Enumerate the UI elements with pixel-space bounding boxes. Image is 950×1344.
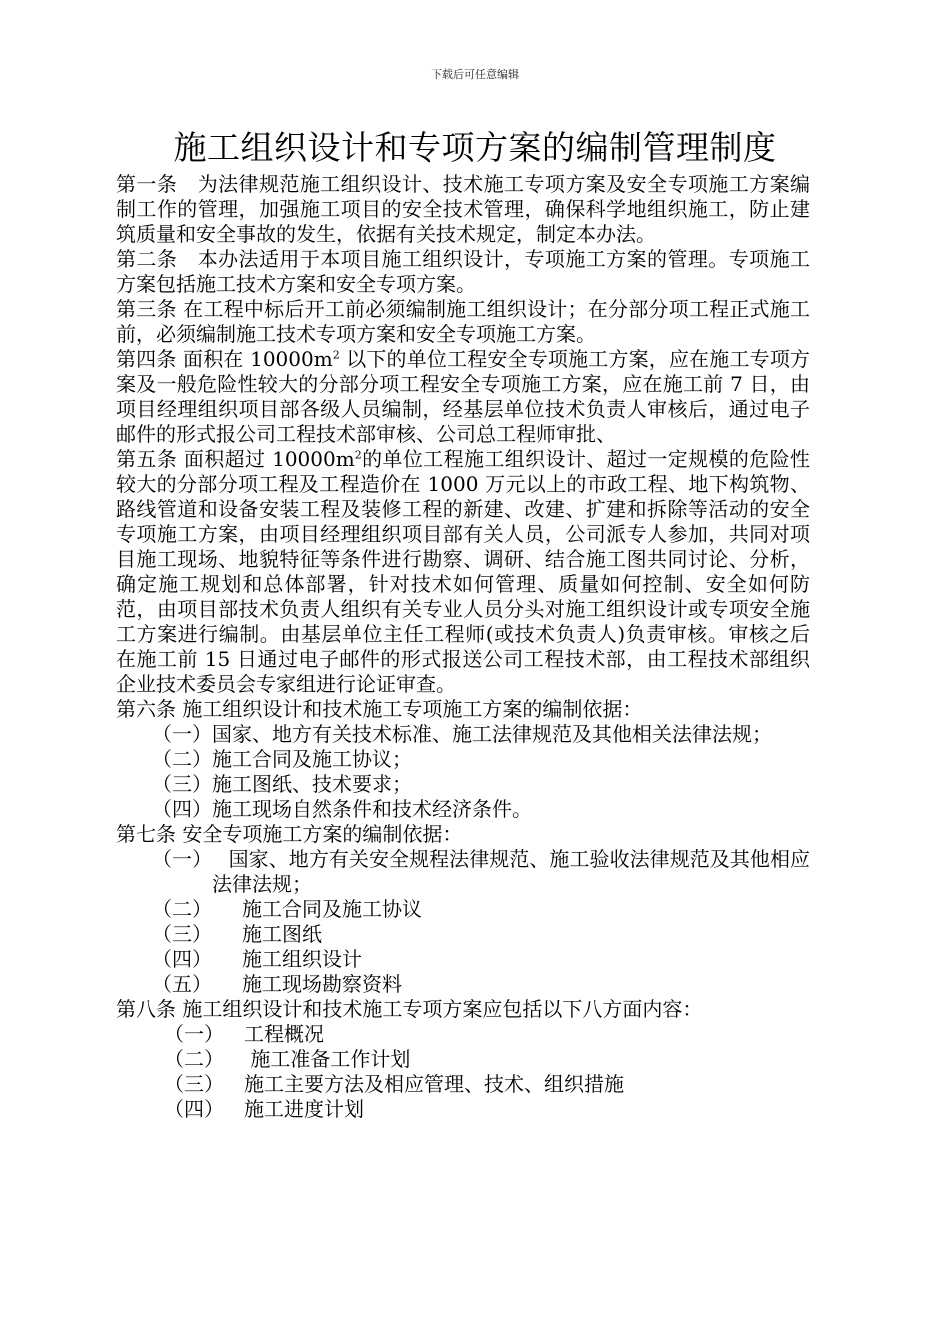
list-item xyxy=(116,1097,810,1122)
list-item xyxy=(116,922,810,947)
list-item-text: 工程概况 xyxy=(244,1022,324,1046)
superscript: 2 xyxy=(332,348,340,362)
article-2: 第二条 本办法适用于本项目施工组织设计，专项施工方案的管理。专项施工方案包括施工技术方案和安全专项方案。 xyxy=(116,247,810,296)
list-item: （三）施工图纸、技术要求； xyxy=(152,772,412,796)
list-item-number: （五） xyxy=(152,972,212,996)
list-item xyxy=(116,847,831,897)
article-6: 第六条 施工组织设计和技术施工专项施工方案的编制依据： xyxy=(116,697,643,721)
list-item-number: （三） xyxy=(152,922,212,946)
list-item xyxy=(116,947,810,972)
superscript: 2 xyxy=(354,448,362,462)
article-4-lead: 第四条 面积在 10000m xyxy=(116,347,333,371)
list-item-text: 施工准备工作计划 xyxy=(244,1047,411,1071)
article-3: 第三条 在工程中标后开工前必须编制施工组织设计；在分部分项工程正式施工前，必须编制施工技术专项方案和安全专项施工方案。 xyxy=(116,297,810,346)
document-title: 施工组织设计和专项方案的编制管理制度 xyxy=(173,128,777,167)
list-item-text: 国家、地方有关安全规程法律规范、施工验收法律规范及其他相应 法律法规； xyxy=(212,847,831,896)
header-note: 下载后可任意编辑 xyxy=(431,68,519,81)
list-item-text: 施工合同及施工协议 xyxy=(242,897,422,921)
list-item-number: （二） xyxy=(152,897,212,921)
article-7: 第七条 安全专项施工方案的编制依据： xyxy=(116,822,463,846)
list-item-text: 施工主要方法及相应管理、技术、组织措施 xyxy=(244,1072,624,1096)
list-item: （一）国家、地方有关技术标准、施工法律规范及其他相关法律法规； xyxy=(152,722,772,746)
document-body xyxy=(116,172,831,1122)
article-8: 第八条 施工组织设计和技术施工专项方案应包括以下八方面内容： xyxy=(116,997,703,1021)
list-item-number: （四） xyxy=(152,947,212,971)
list-item: （二）施工合同及施工协议； xyxy=(152,747,412,771)
article-5-lead: 第五条 面积超过 10000m xyxy=(116,447,355,471)
list-item-text: 施工组织设计 xyxy=(242,947,362,971)
article-5 xyxy=(116,447,810,697)
list-item-number: （一） xyxy=(164,1022,224,1046)
list-item xyxy=(116,1022,810,1047)
list-item-number: （四） xyxy=(164,1097,224,1121)
list-item xyxy=(116,972,810,997)
list-item-text: 施工图纸 xyxy=(242,922,322,946)
list-item-number: （三） xyxy=(164,1072,224,1096)
list-item-text: 施工现场勘察资料 xyxy=(242,972,402,996)
list-item xyxy=(116,1072,810,1097)
article-4 xyxy=(116,347,810,447)
list-item: （四）施工现场自然条件和技术经济条件。 xyxy=(152,797,532,821)
list-item-number: （一） xyxy=(152,847,203,871)
article-5-rest: 的单位工程施工组织设计、超过一定规模的危险性较大的分部分项工程及工程造价在 1000 万元以上的市政工程、地下构筑物、路线管道和设备安装工程及装修工程的新建、改建、扩建和拆除等活动的安全专项施工方案，由项目经理组织项目部有关人员，公司派专人参加，共同对项目施工现场、地貌特征等条件进行勘察、调研、结合施工图共同讨论、分析，确定施工规划和总体部署，针对技术如何管理、质量如何控制、安全如何防范，由项目部技术负责人组织有关专业人员分头对施工组织设计或专项安全施工方案进行编制。由基层单位主任工程师(或技术负责人)负责审核。审核之后在施工前 15 日通过电子邮件的形式报送公司工程技术部，由工程技术部组织企业技术委员会专家组进行论证审查。 xyxy=(116,447,810,696)
article-1: 第一条 为法律规范施工组织设计、技术施工专项方案及安全专项施工方案编制工作的管理，加强施工项目的安全技术管理，确保科学地组织施工，防止建筑质量和安全事故的发生，依据有关技术规定，制定本办法。 xyxy=(116,172,810,246)
list-item-text: 施工进度计划 xyxy=(244,1097,364,1121)
list-item xyxy=(116,1047,810,1072)
list-item xyxy=(116,897,810,922)
article-4-rest: 以下的单位工程安全专项施工方案，应在施工专项方案及一般危险性较大的分部分项工程安全专项施工方案，应在施工前 7 日，由项目经理组织项目部各级人员编制，经基层单位技术负责人审核后，通过电子邮件的形式报公司工程技术部审核、公司总工程师审批、 xyxy=(116,347,810,446)
list-item-number: （二） xyxy=(164,1047,224,1071)
